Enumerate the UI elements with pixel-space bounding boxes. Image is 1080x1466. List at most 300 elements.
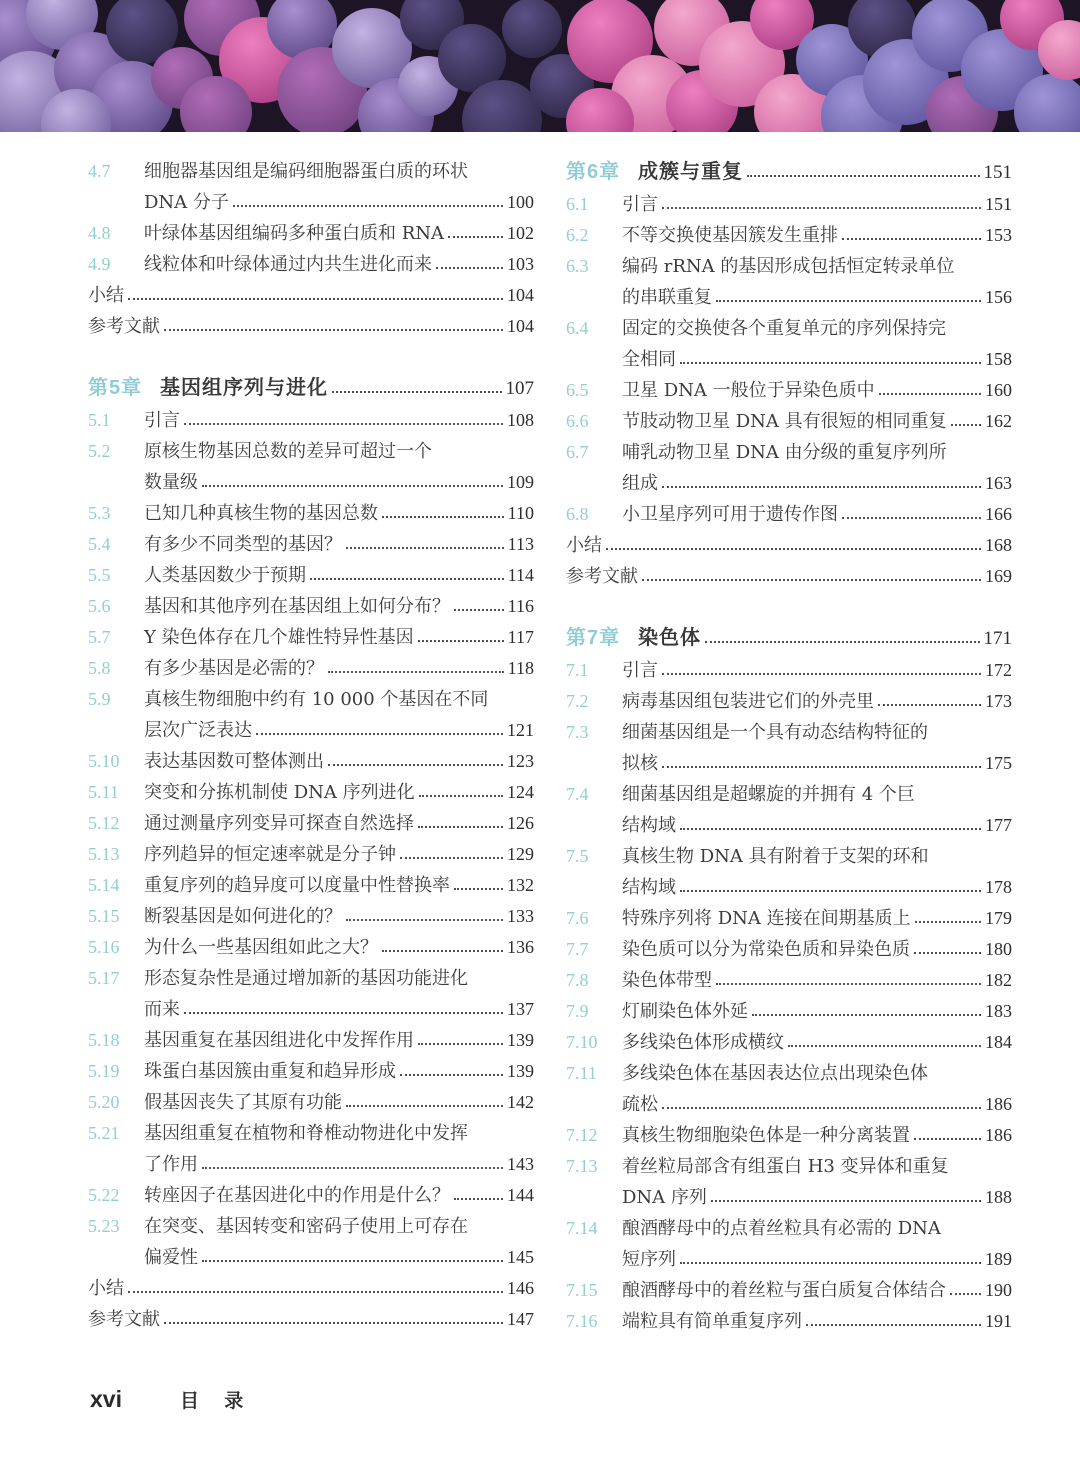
toc-line	[144, 436, 534, 467]
dot-leader	[914, 903, 982, 934]
toc-page-number: 118	[507, 658, 534, 678]
toc-line	[144, 808, 534, 839]
dot-leader	[751, 996, 982, 1027]
toc-entry-number: 6.4	[566, 318, 589, 338]
toc-entry	[88, 684, 534, 746]
toc-entry-text: 固定的交换使各个重复单元的序列保持完	[622, 318, 946, 339]
toc-entry-number: 5.18	[88, 1030, 120, 1050]
toc-page-number: 147	[507, 1309, 534, 1329]
toc-line	[144, 1087, 534, 1118]
toc-entry-body	[144, 1180, 534, 1211]
dot-leader	[201, 467, 504, 498]
chapter-title: 成簇与重复	[638, 161, 743, 183]
dot-leader	[746, 156, 981, 189]
toc-entry-number: 6.6	[566, 411, 589, 431]
toc-entry-text: 灯刷染色体外延	[622, 1001, 748, 1022]
toc-line	[622, 1213, 1012, 1244]
toc-line	[622, 344, 1012, 375]
toc-entry-text: 基因重复在基因组进化中发挥作用	[144, 1030, 414, 1051]
toc-entry-body	[622, 499, 1012, 530]
dot-leader	[345, 1087, 504, 1118]
toc-chapter-heading	[566, 622, 1012, 655]
dot-leader	[417, 1025, 504, 1056]
toc-entry-text: 基因组重复在植物和脊椎动物进化中发挥	[144, 1123, 468, 1144]
dot-leader	[787, 1027, 982, 1058]
toc-entry	[88, 1087, 534, 1118]
toc-entry-text: 人类基因数少于预期	[144, 565, 306, 586]
toc-entry-text: 了作用	[144, 1154, 198, 1175]
toc-entry-number: 7.3	[566, 722, 589, 742]
dot-leader	[841, 499, 982, 530]
toc-entry-body	[622, 313, 1012, 375]
toc-column-left	[88, 156, 534, 1337]
toc-entry-number: 5.8	[88, 658, 111, 678]
toc-page-number: 191	[985, 1311, 1012, 1331]
dot-leader	[805, 1306, 982, 1337]
toc-entry-number: 6.5	[566, 380, 589, 400]
toc-line	[622, 220, 1012, 251]
dot-leader	[381, 932, 504, 963]
toc-entry	[88, 622, 534, 653]
toc-entry-text: 染色质可以分为常染色质和异染色质	[622, 939, 910, 960]
toc-entry-text: 哺乳动物卫星 DNA 由分级的重复序列所	[622, 442, 947, 463]
toc-entry-text: 有多少不同类型的基因？	[144, 534, 342, 555]
dot-leader	[661, 748, 982, 779]
table-of-contents	[88, 156, 1013, 1337]
toc-entry-body	[622, 934, 1012, 965]
toc-line	[638, 156, 1012, 189]
dot-leader	[399, 839, 504, 870]
toc-summary-item	[88, 1273, 534, 1304]
toc-entry-text: 小卫星序列可用于遗传作图	[622, 504, 838, 525]
toc-entry-body	[622, 686, 1012, 717]
toc-line	[622, 965, 1012, 996]
toc-entry	[566, 903, 1012, 934]
toc-page-number: 180	[985, 939, 1012, 959]
toc-entry-text: 结构域	[622, 877, 676, 898]
toc-entry	[566, 779, 1012, 841]
toc-entry-number: 5.2	[88, 441, 111, 461]
toc-entry	[566, 437, 1012, 499]
toc-page-number: 186	[985, 1125, 1012, 1145]
toc-page-number: 136	[507, 937, 534, 957]
toc-entry-text: 多线染色体形成横纹	[622, 1032, 784, 1053]
toc-entry-text: 疏松	[622, 1094, 658, 1115]
toc-line	[144, 1211, 534, 1242]
toc-line	[622, 1151, 1012, 1182]
toc-entry	[88, 1056, 534, 1087]
toc-entry-text: 卫星 DNA 一般位于异染色质中	[622, 380, 875, 401]
toc-page-number: 156	[985, 287, 1012, 307]
toc-entry-body	[622, 965, 1012, 996]
toc-page-number: 186	[985, 1094, 1012, 1114]
toc-line	[144, 622, 534, 653]
toc-page-number: 117	[507, 627, 534, 647]
toc-line	[144, 746, 534, 777]
toc-page-number: 162	[985, 411, 1012, 431]
toc-entry	[566, 220, 1012, 251]
chapter-title: 染色体	[638, 627, 701, 649]
toc-summary-item	[88, 1304, 534, 1335]
toc-page-number: 173	[985, 691, 1012, 711]
toc-page-number: 184	[985, 1032, 1012, 1052]
toc-entry-body	[144, 746, 534, 777]
toc-line	[144, 1056, 534, 1087]
toc-entry-number: 7.14	[566, 1218, 598, 1238]
chapter-body	[160, 372, 534, 405]
toc-page-number: 160	[985, 380, 1012, 400]
toc-page-number: 139	[507, 1030, 534, 1050]
toc-entry-text: 珠蛋白基因簇由重复和趋异形成	[144, 1061, 396, 1082]
toc-entry	[566, 686, 1012, 717]
toc-entry-body	[144, 653, 534, 684]
toc-entry-text: 编码 rRNA 的基因形成包括恒定转录单位	[622, 256, 955, 277]
toc-entry	[566, 1275, 1012, 1306]
toc-line	[622, 1306, 1012, 1337]
dot-leader	[417, 622, 505, 653]
dot-leader	[309, 560, 505, 591]
dot-leader	[661, 189, 982, 220]
dot-leader	[345, 529, 505, 560]
toc-entry-number: 5.23	[88, 1216, 120, 1236]
toc-line	[622, 437, 1012, 468]
toc-line	[622, 872, 1012, 903]
toc-line	[566, 561, 1012, 592]
toc-entry	[566, 1306, 1012, 1337]
dot-leader	[345, 901, 504, 932]
dot-leader	[255, 715, 504, 746]
toc-line	[622, 1058, 1012, 1089]
dot-leader	[679, 810, 982, 841]
chapter-body	[638, 156, 1012, 189]
toc-entry-body	[622, 903, 1012, 934]
toc-entry-body	[144, 839, 534, 870]
toc-entry	[88, 436, 534, 498]
toc-line	[88, 1273, 534, 1304]
dot-leader	[447, 218, 504, 249]
toc-entry-text: 有多少基因是必需的？	[144, 658, 324, 679]
toc-summary-item	[566, 561, 1012, 592]
toc-entry-text: 的串联重复	[622, 287, 712, 308]
toc-line	[144, 963, 534, 994]
toc-entry	[88, 777, 534, 808]
toc-page-number: 163	[985, 473, 1012, 493]
toc-line	[144, 591, 534, 622]
toc-entry-number: 7.13	[566, 1156, 598, 1176]
toc-entry-number: 5.10	[88, 751, 120, 771]
toc-entry	[88, 498, 534, 529]
toc-entry-number: 5.16	[88, 937, 120, 957]
toc-entry-body	[622, 655, 1012, 686]
footer-section-label: 目 录	[179, 1391, 254, 1412]
toc-line	[144, 529, 534, 560]
toc-entry-text: 真核生物细胞中约有 10 000 个基因在不同	[144, 689, 489, 710]
toc-entry-text: 在突变、基因转变和密码子使用上可存在	[144, 1216, 468, 1237]
toc-entry	[88, 839, 534, 870]
page-number: xvi	[90, 1386, 122, 1412]
toc-entry-text: 全相同	[622, 349, 676, 370]
toc-entry-number: 7.16	[566, 1311, 598, 1331]
toc-line	[622, 655, 1012, 686]
toc-line	[566, 530, 1012, 561]
toc-entry-number: 7.7	[566, 939, 589, 959]
toc-entry-number: 7.1	[566, 660, 589, 680]
toc-entry-number: 7.11	[566, 1063, 597, 1083]
toc-page-number: 158	[985, 349, 1012, 369]
toc-line	[144, 1242, 534, 1273]
toc-line	[144, 839, 534, 870]
toc-entry-number: 7.9	[566, 1001, 589, 1021]
toc-line	[622, 903, 1012, 934]
toc-entry-text: Y 染色体存在几个雄性特异性基因	[144, 627, 414, 648]
toc-line	[622, 375, 1012, 406]
toc-entry-body	[144, 1087, 534, 1118]
toc-entry-body	[144, 591, 534, 622]
toc-entry-text: 参考文献	[88, 1309, 160, 1330]
toc-entry-text: 已知几种真核生物的基因总数	[144, 503, 378, 524]
toc-entry-number: 5.22	[88, 1185, 120, 1205]
toc-page-number: 142	[507, 1092, 534, 1112]
toc-entry-text: 重复序列的趋异度可以度量中性替换率	[144, 875, 450, 896]
toc-entry-number: 6.8	[566, 504, 589, 524]
toc-line	[622, 499, 1012, 530]
toc-entry	[88, 963, 534, 1025]
toc-page-number: 114	[507, 565, 534, 585]
dot-leader	[399, 1056, 504, 1087]
toc-entry-text: 端粒具有简单重复序列	[622, 1311, 802, 1332]
toc-entry	[88, 1025, 534, 1056]
toc-line	[144, 777, 534, 808]
toc-line	[622, 406, 1012, 437]
toc-entry-number: 7.15	[566, 1280, 598, 1300]
toc-entry-body	[144, 156, 534, 218]
dot-leader	[381, 498, 505, 529]
toc-entry-text: 突变和分拣机制使 DNA 序列进化	[144, 782, 415, 803]
toc-page-number: 108	[507, 410, 534, 430]
toc-page-number: 169	[985, 566, 1012, 586]
toc-entry-text: 断裂基因是如何进化的？	[144, 906, 342, 927]
toc-line	[144, 715, 534, 746]
toc-chapter-heading	[566, 156, 1012, 189]
toc-entry-body	[144, 1056, 534, 1087]
toc-line	[144, 901, 534, 932]
toc-entry	[566, 499, 1012, 530]
dot-leader	[704, 622, 981, 655]
toc-line	[144, 1118, 534, 1149]
toc-line	[144, 1149, 534, 1180]
dot-leader	[418, 777, 504, 808]
toc-line	[144, 994, 534, 1025]
toc-page-number: 100	[507, 192, 534, 212]
dot-leader	[949, 1275, 982, 1306]
toc-page-number: 172	[985, 660, 1012, 680]
toc-page-number: 168	[985, 535, 1012, 555]
toc-page-number: 179	[985, 908, 1012, 928]
dot-leader	[453, 591, 505, 622]
toc-entry-number: 5.9	[88, 689, 111, 709]
toc-entry	[88, 901, 534, 932]
toc-page-number: 107	[505, 378, 534, 399]
toc-entry-number: 4.7	[88, 161, 111, 181]
toc-line	[622, 686, 1012, 717]
toc-entry-text: 着丝粒局部含有组蛋白 H3 变异体和重复	[622, 1156, 949, 1177]
toc-entry-body	[144, 684, 534, 746]
toc-page-number: 189	[985, 1249, 1012, 1269]
toc-entry-number: 7.10	[566, 1032, 598, 1052]
toc-entry-number: 5.3	[88, 503, 111, 523]
toc-line	[144, 249, 534, 280]
toc-entry-body	[144, 498, 534, 529]
dot-leader	[661, 655, 982, 686]
toc-line	[638, 622, 1012, 655]
toc-entry-text: 参考文献	[88, 316, 160, 337]
toc-line	[622, 810, 1012, 841]
toc-entry-number: 5.20	[88, 1092, 120, 1112]
toc-line	[622, 996, 1012, 1027]
toc-entry-text: 特殊序列将 DNA 连接在间期基质上	[622, 908, 911, 929]
toc-entry	[566, 313, 1012, 375]
toc-entry	[88, 591, 534, 622]
dot-leader	[715, 965, 982, 996]
toc-page-number: 175	[985, 753, 1012, 773]
toc-entry	[88, 870, 534, 901]
toc-entry-body	[144, 777, 534, 808]
toc-entry	[566, 375, 1012, 406]
toc-entry-text: 为什么一些基因组如此之大？	[144, 937, 378, 958]
toc-entry-text: 引言	[622, 194, 658, 215]
toc-line	[144, 932, 534, 963]
toc-entry-body	[622, 220, 1012, 251]
toc-entry	[566, 965, 1012, 996]
toc-entry-text: 数量级	[144, 472, 198, 493]
toc-entry-number: 5.13	[88, 844, 120, 864]
toc-entry-number: 7.4	[566, 784, 589, 804]
toc-entry-body	[144, 622, 534, 653]
toc-page-number: 124	[507, 782, 534, 802]
toc-entry	[566, 1151, 1012, 1213]
dot-leader	[913, 1120, 982, 1151]
toc-entry	[566, 655, 1012, 686]
header-image	[0, 0, 1080, 132]
toc-page-number: 110	[507, 503, 534, 523]
toc-entry-text: 参考文献	[566, 566, 638, 587]
toc-entry-text: 转座因子在基因进化中的作用是什么？	[144, 1185, 450, 1206]
toc-entry	[88, 249, 534, 280]
dot-leader	[605, 530, 982, 561]
toc-line	[144, 156, 534, 187]
dot-leader	[913, 934, 982, 965]
toc-line	[622, 1089, 1012, 1120]
dot-leader	[453, 1180, 504, 1211]
toc-entry-body	[622, 1275, 1012, 1306]
toc-line	[144, 498, 534, 529]
toc-entry-number: 4.9	[88, 254, 111, 274]
toc-entry	[88, 653, 534, 684]
toc-page-number: 113	[507, 534, 534, 554]
toc-page-number: 178	[985, 877, 1012, 897]
toc-entry	[88, 529, 534, 560]
toc-entry-body	[144, 901, 534, 932]
toc-entry-text: 引言	[622, 660, 658, 681]
toc-entry-text: 酿酒酵母中的着丝粒与蛋白质复合体结合	[622, 1280, 946, 1301]
toc-line	[88, 311, 534, 342]
chapter-label: 第7章	[566, 627, 621, 649]
dot-leader	[201, 1149, 504, 1180]
dot-leader	[641, 561, 982, 592]
toc-entry-body	[622, 1151, 1012, 1213]
toc-line	[144, 405, 534, 436]
toc-entry	[88, 1118, 534, 1180]
toc-entry-body	[622, 406, 1012, 437]
toc-entry-text: 通过测量序列变异可探查自然选择	[144, 813, 414, 834]
toc-entry-body	[622, 251, 1012, 313]
toc-entry-number: 5.7	[88, 627, 111, 647]
toc-entry-text: 结构域	[622, 815, 676, 836]
toc-entry-number: 7.2	[566, 691, 589, 711]
dot-leader	[163, 311, 504, 342]
toc-entry-text: 线粒体和叶绿体通过内共生进化而来	[144, 254, 432, 275]
toc-page-number: 153	[985, 225, 1012, 245]
toc-line	[622, 841, 1012, 872]
toc-page-number: 151	[983, 162, 1012, 183]
toc-entry-text: 引言	[144, 410, 180, 431]
toc-entry-text: 序列趋异的恒定速率就是分子钟	[144, 844, 396, 865]
toc-entry-body	[622, 841, 1012, 903]
toc-entry-number: 7.6	[566, 908, 589, 928]
toc-page-number: 188	[985, 1187, 1012, 1207]
page-footer	[90, 1386, 253, 1413]
chapter-title: 基因组序列与进化	[160, 377, 328, 399]
toc-entry-number: 6.7	[566, 442, 589, 462]
toc-line	[144, 653, 534, 684]
toc-page-number: 116	[507, 596, 534, 616]
toc-line	[144, 187, 534, 218]
toc-line	[622, 1182, 1012, 1213]
toc-entry-number: 5.14	[88, 875, 120, 895]
dot-leader	[327, 746, 504, 777]
toc-entry-body	[144, 529, 534, 560]
dot-leader	[201, 1242, 504, 1273]
toc-line	[622, 468, 1012, 499]
toc-line	[622, 282, 1012, 313]
toc-line	[622, 1120, 1012, 1151]
toc-page-number: 104	[507, 316, 534, 336]
toc-entry-text: 真核生物细胞染色体是一种分离装置	[622, 1125, 910, 1146]
toc-line	[144, 1025, 534, 1056]
toc-entry-body	[144, 932, 534, 963]
dot-leader	[163, 1304, 504, 1335]
toc-line	[88, 1304, 534, 1335]
toc-entry-body	[144, 218, 534, 249]
toc-page-number: 171	[983, 628, 1012, 649]
toc-entry-body	[144, 1025, 534, 1056]
toc-entry-text: 表达基因数可整体测出	[144, 751, 324, 772]
dot-leader	[327, 653, 505, 684]
toc-line	[144, 560, 534, 591]
toc-entry	[88, 1180, 534, 1211]
toc-line	[622, 189, 1012, 220]
toc-entry-number: 5.6	[88, 596, 111, 616]
toc-entry	[566, 841, 1012, 903]
toc-entry-body	[622, 717, 1012, 779]
toc-entry	[88, 932, 534, 963]
toc-entry-body	[144, 870, 534, 901]
toc-entry	[566, 1120, 1012, 1151]
toc-entry-body	[622, 437, 1012, 499]
toc-entry-number: 5.15	[88, 906, 120, 926]
toc-entry	[566, 717, 1012, 779]
toc-entry	[566, 251, 1012, 313]
